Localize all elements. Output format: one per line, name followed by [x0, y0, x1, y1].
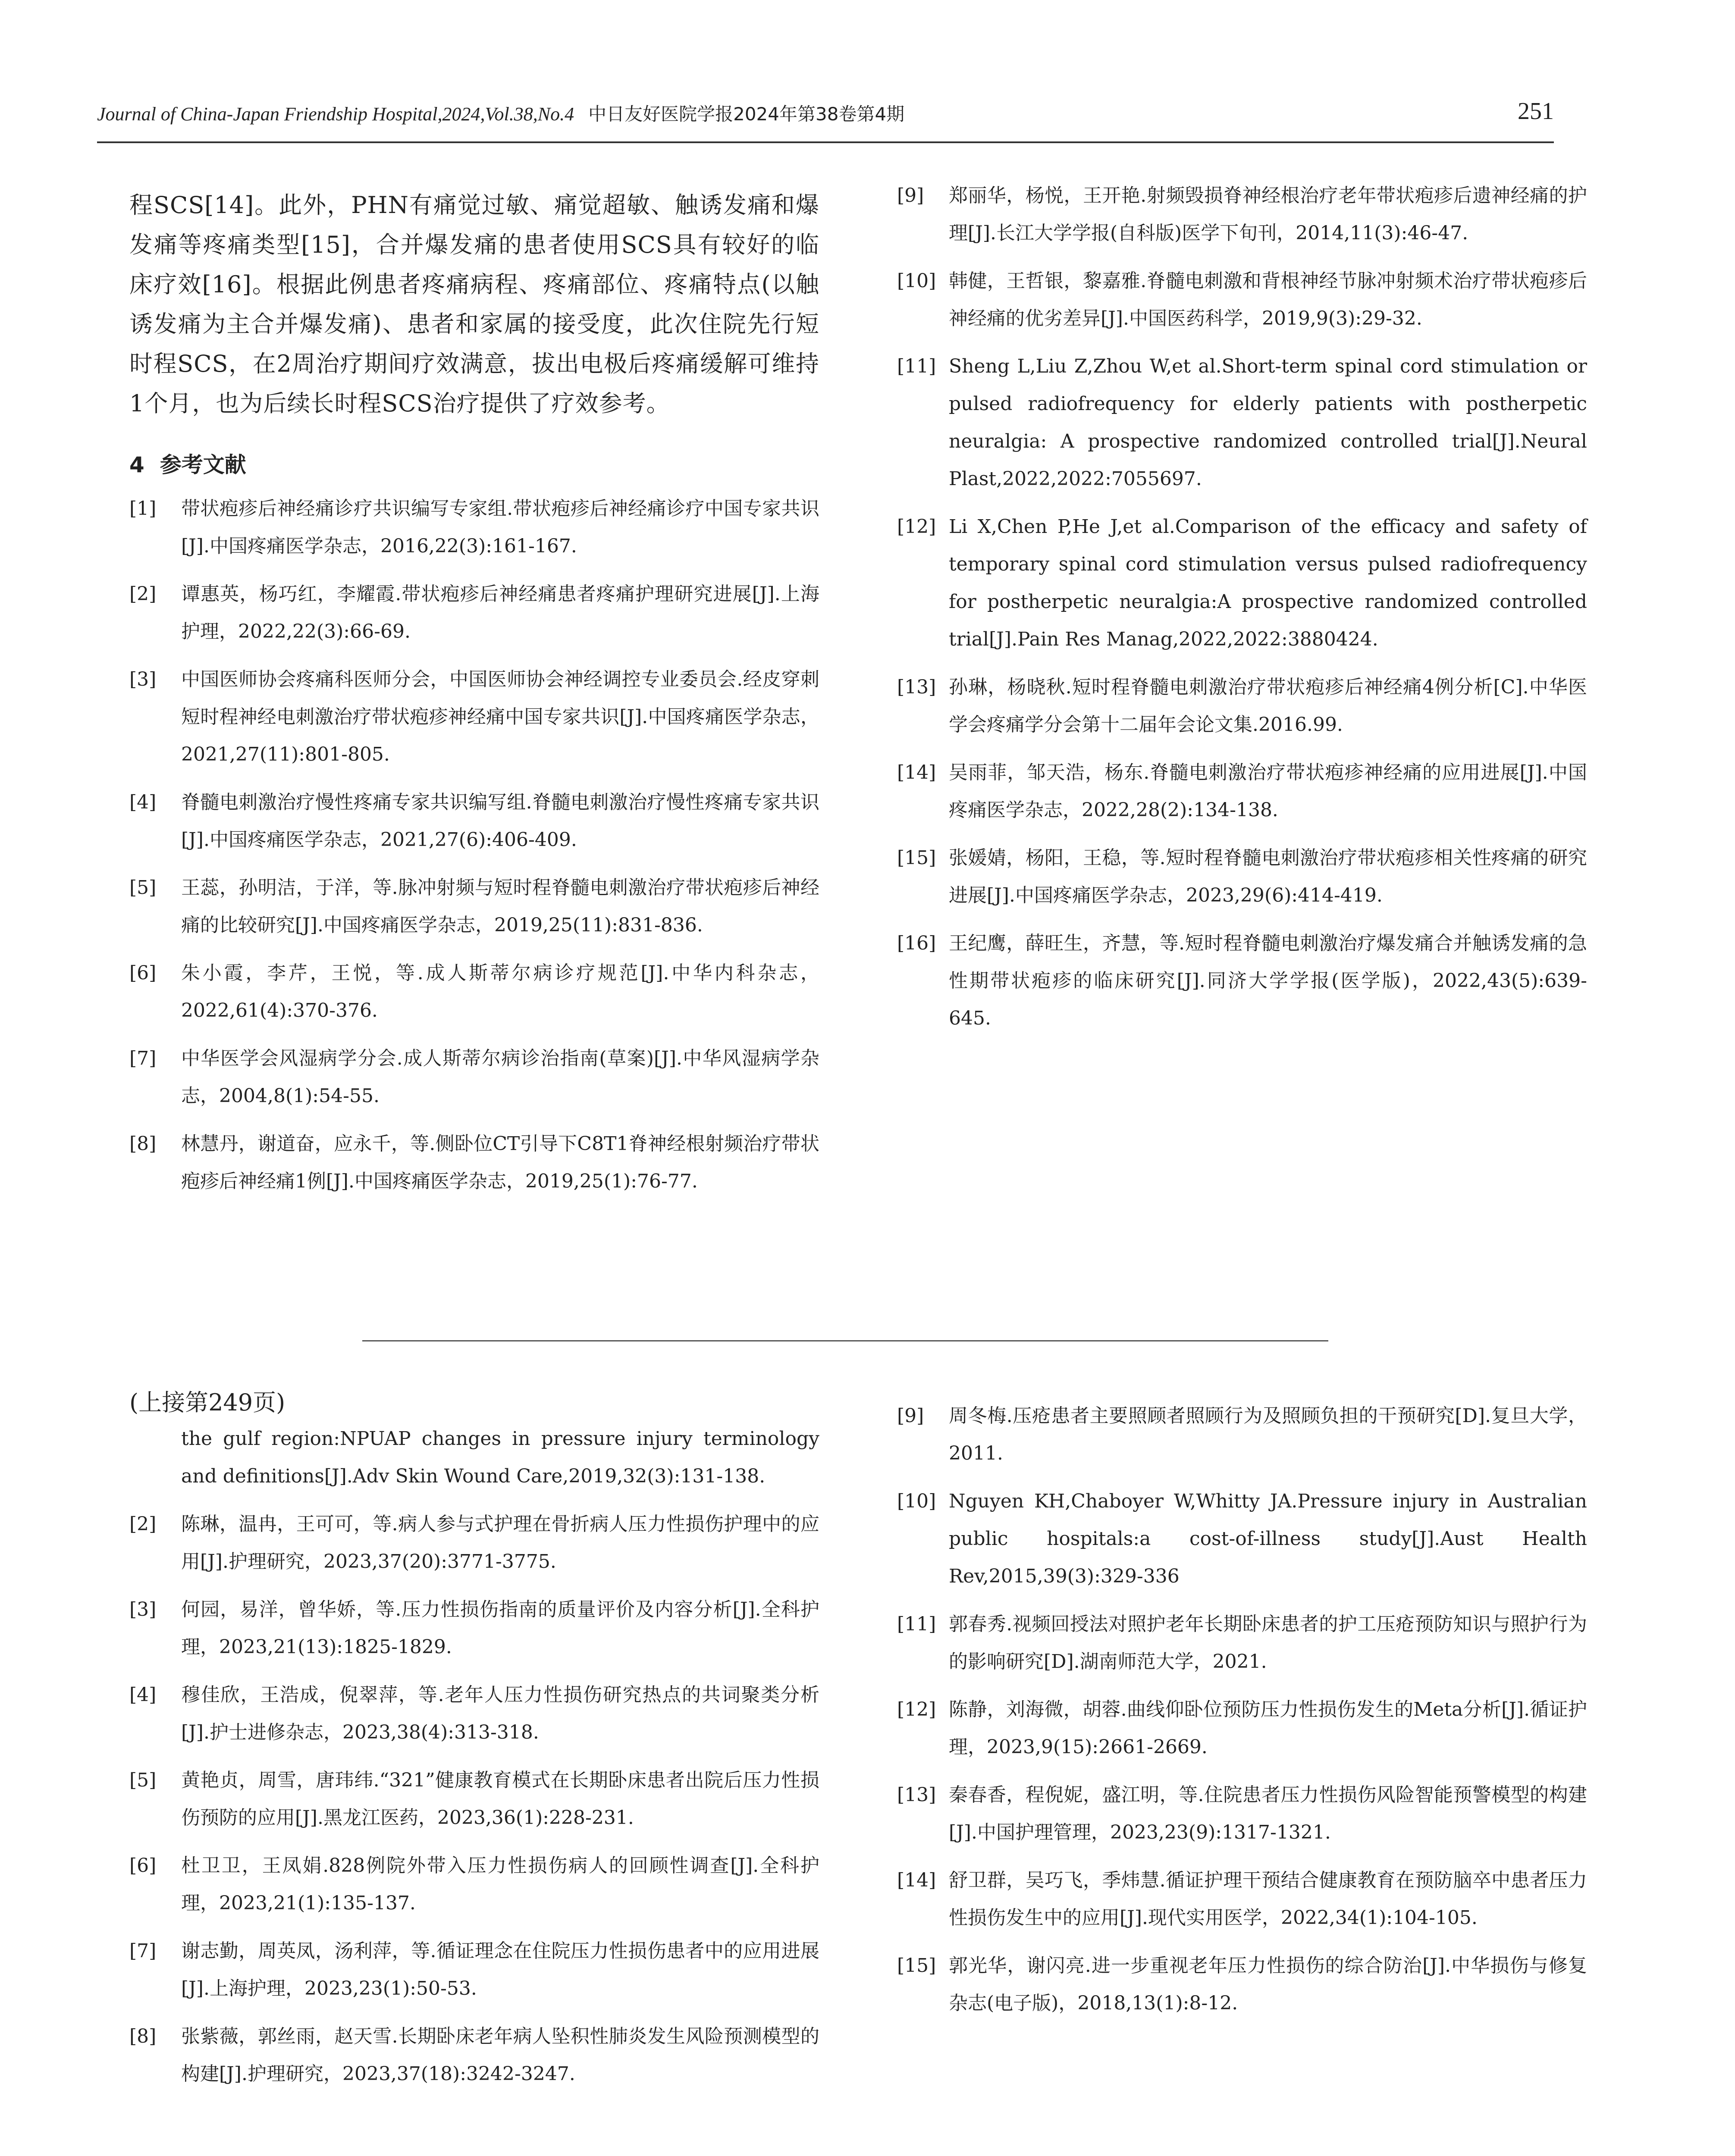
reference-item	[897, 839, 1587, 914]
section-heading	[129, 448, 819, 479]
header-rule	[97, 141, 1554, 143]
reference-item	[897, 1605, 1587, 1680]
section-divider	[362, 1340, 1328, 1341]
reference-list-bottom-right	[897, 1397, 1587, 2022]
reference-item	[897, 177, 1587, 252]
reference-index: [8]	[129, 1133, 157, 1155]
reference-index: [6]	[129, 1855, 157, 1877]
reference-index: [7]	[129, 1047, 157, 1069]
reference-list-top-left	[129, 490, 819, 1200]
reference-item	[897, 1691, 1587, 1766]
reference-text: 林慧丹，谢道奋，应永千，等.侧卧位CT引导下C8T1脊神经根射频治疗带状疱疹后神经痛1例[J].中国疼痛医学杂志，2019,25(1):76-77.	[181, 1133, 819, 1192]
reference-item	[897, 1776, 1587, 1851]
reference-index: [9]	[897, 1405, 924, 1427]
reference-item	[129, 575, 819, 650]
running-header	[97, 100, 1477, 126]
reference-item	[129, 1847, 819, 1922]
reference-item	[897, 1482, 1587, 1595]
top-right-column	[897, 177, 1587, 1047]
reference-text: Sheng L,Liu Z,Zhou W,et al.Short-term spinal cord stimulation or pulsed radiofrequency for elderly patients with postherpetic neuralgia: A prospective randomized controlled trial[J].Neural Plast,2022,2022:7055697.	[949, 355, 1587, 490]
reference-item	[897, 1861, 1587, 1937]
reference-text: 周冬梅.压疮患者主要照顾者照顾行为及照顾负担的干预研究[D].复旦大学，2011.	[949, 1405, 1587, 1464]
reference-item	[129, 661, 819, 773]
reference-index: [3]	[129, 668, 157, 690]
reference-index: [9]	[897, 185, 924, 207]
bottom-left-column	[129, 1384, 819, 2103]
reference-item	[129, 1125, 819, 1200]
reference-index: [11]	[897, 355, 936, 377]
reference-text: 王纪鹰，薛旺生，齐慧，等.短时程脊髓电刺激治疗爆发痛合并触诱发痛的急性期带状疱疹的临床研究[J].同济大学学报(医学版)，2022,43(5):639-645.	[949, 932, 1587, 1029]
reference-index: [2]	[129, 1513, 157, 1535]
page-number: 251	[1518, 98, 1554, 125]
reference-item	[897, 668, 1587, 743]
reference-item	[129, 490, 819, 565]
reference-index: [5]	[129, 877, 157, 899]
reference-index: [15]	[897, 1955, 936, 1977]
reference-text: 谭惠英，杨巧红，李耀霞.带状疱疹后神经痛患者疼痛护理研究进展[J].上海护理，2022,22(3):66-69.	[181, 583, 819, 642]
reference-item	[897, 348, 1587, 498]
reference-index: [10]	[897, 1490, 936, 1512]
reference-text: 谢志勤，周英凤，汤利萍，等.循证理念在住院压力性损伤患者中的应用进展[J].上海护理，2023,23(1):50-53.	[181, 1940, 819, 1999]
reference-text: 穆佳欣，王浩成，倪翠萍，等.老年人压力性损伤研究热点的共词聚类分析[J].护士进修杂志，2023,38(4):313-318.	[181, 1684, 819, 1743]
bottom-right-column	[897, 1397, 1587, 2032]
reference-text: 郭光华，谢闪亮.进一步重视老年压力性损伤的综合防治[J].中华损伤与修复杂志(电子版)，2018,13(1):8-12.	[949, 1955, 1587, 2014]
reference-text: 何园，易洋，曾华娇，等.压力性损伤指南的质量评价及内容分析[J].全科护理，2023,21(13):1825-1829.	[181, 1598, 819, 1658]
reference-item	[129, 1761, 819, 1836]
reference-text: 张媛婧，杨阳，王稳，等.短时程脊髓电刺激治疗带状疱疹相关性疼痛的研究进展[J].中国疼痛医学杂志，2023,29(6):414-419.	[949, 847, 1587, 906]
reference-index: [7]	[129, 1940, 157, 1962]
continued-reference-text: the gulf region:NPUAP changes in pressure injury terminology and definitions[J].Adv Skin Wound Care,2019,32(3):131-138.	[181, 1428, 819, 1487]
reference-item	[129, 1505, 819, 1580]
reference-index: [10]	[897, 270, 936, 292]
reference-index: [4]	[129, 791, 157, 813]
reference-index: [16]	[897, 932, 936, 954]
reference-item	[129, 1932, 819, 2007]
reference-text: 张紫薇，郭丝雨，赵天雪.长期卧床老年病人坠积性肺炎发生风险预测模型的构建[J].护理研究，2023,37(18):3242-3247.	[181, 2025, 819, 2085]
journal-title-en: Journal of China-Japan Friendship Hospital,2024,Vol.38,No.4	[97, 103, 574, 125]
reference-text: 王蕊，孙明洁，于洋，等.脉冲射频与短时程脊髓电刺激治疗带状疱疹后神经痛的比较研究[J].中国疼痛医学杂志，2019,25(11):831-836.	[181, 877, 819, 936]
reference-item	[129, 1591, 819, 1666]
reference-index: [13]	[897, 676, 936, 698]
reference-text: 孙琳，杨晓秋.短时程脊髓电刺激治疗带状疱疹后神经痛4例分析[C].中华医学会疼痛学分会第十二届年会论文集.2016.99.	[949, 676, 1587, 736]
body-paragraph: 程SCS[14]。此外，PHN有痛觉过敏、痛觉超敏、触诱发痛和爆发痛等疼痛类型[15]，合并爆发痛的患者使用SCS具有较好的临床疗效[16]。根据此例患者疼痛病程、疼痛部位、疼痛特点(以触诱发痛为主合并爆发痛)、患者和家属的接受度，此次住院先行短时程SCS，在2周治疗期间疗效满意，拔出电极后疼痛缓解可维持1个月，也为后续长时程SCS治疗提供了疗效参考。	[129, 191, 819, 417]
reference-index: [15]	[897, 847, 936, 869]
reference-text: 郑丽华，杨悦，王开艳.射频毁损脊神经根治疗老年带状疱疹后遗神经痛的护理[J].长江大学学报(自科版)医学下旬刊，2014,11(3):46-47.	[949, 185, 1587, 244]
reference-text: 陈静，刘海微，胡蓉.曲线仰卧位预防压力性损伤发生的Meta分析[J].循证护理，2023,9(15):2661-2669.	[949, 1698, 1587, 1758]
reference-text: Nguyen KH,Chaboyer W,Whitty JA.Pressure injury in Australian public hospitals:a cost-of-illness study[J].Aust Health Rev,2015,39(3):329-336	[949, 1490, 1587, 1587]
reference-index: [12]	[897, 516, 936, 538]
reference-index: [2]	[129, 583, 157, 605]
section-title: 参考文献	[160, 452, 246, 477]
reference-item	[129, 954, 819, 1029]
reference-text: 舒卫群，吴巧飞，季炜慧.循证护理干预结合健康教育在预防脑卒中患者压力性损伤发生中的应用[J].现代实用医学，2022,34(1):104-105.	[949, 1869, 1587, 1929]
reference-item	[129, 1040, 819, 1115]
reference-item	[129, 1676, 819, 1751]
reference-item	[129, 869, 819, 944]
reference-text: 中华医学会风湿病学分会.成人斯蒂尔病诊治指南(草案)[J].中华风湿病学杂志，2004,8(1):54-55.	[181, 1047, 819, 1107]
reference-text: 脊髓电刺激治疗慢性疼痛专家共识编写组.脊髓电刺激治疗慢性疼痛专家共识[J].中国疼痛医学杂志，2021,27(6):406-409.	[181, 791, 819, 851]
top-left-column	[129, 177, 819, 1210]
reference-text: 吴雨菲，邹天浩，杨东.脊髓电刺激治疗带状疱疹神经痛的应用进展[J].中国疼痛医学杂志，2022,28(2):134-138.	[949, 761, 1587, 821]
reference-item	[897, 924, 1587, 1037]
continued-marker: (上接第249页)	[129, 1389, 286, 1416]
reference-item	[897, 1397, 1587, 1472]
reference-index: [8]	[129, 2025, 157, 2047]
reference-text: 韩健，王哲银，黎嘉雅.脊髓电刺激和背根神经节脉冲射频术治疗带状疱疹后神经痛的优劣差异[J].中国医药科学，2019,9(3):29-32.	[949, 270, 1587, 329]
reference-text: 黄艳贞，周雪，唐玮纬.“321”健康教育模式在长期卧床患者出院后压力性损伤预防的应用[J].黑龙江医药，2023,36(1):228-231.	[181, 1769, 819, 1829]
reference-index: [4]	[129, 1684, 157, 1706]
reference-index: [14]	[897, 1869, 936, 1891]
reference-list-bottom-left	[129, 1505, 819, 2093]
reference-text: 朱小霞，李芹，王悦，等.成人斯蒂尔病诊疗规范[J].中华内科杂志，2022,61(4):370-376.	[181, 962, 819, 1022]
reference-index: [13]	[897, 1784, 936, 1806]
reference-item	[129, 2018, 819, 2093]
reference-item	[897, 754, 1587, 829]
section-number: 4	[129, 452, 144, 477]
reference-item	[897, 1947, 1587, 2022]
reference-item	[129, 783, 819, 859]
reference-item	[897, 508, 1587, 658]
reference-index: [3]	[129, 1598, 157, 1620]
reference-index: [5]	[129, 1769, 157, 1791]
reference-text: 秦春香，程倪妮，盛江明，等.住院患者压力性损伤风险智能预警模型的构建[J].中国护理管理，2023,23(9):1317-1321.	[949, 1784, 1587, 1843]
reference-text: 带状疱疹后神经痛诊疗共识编写专家组.带状疱疹后神经痛诊疗中国专家共识[J].中国疼痛医学杂志，2016,22(3):161-167.	[181, 498, 819, 557]
reference-text: 杜卫卫，王凤娟.828例院外带入压力性损伤病人的回顾性调查[J].全科护理，2023,21(1):135-137.	[181, 1855, 819, 1914]
reference-item	[897, 262, 1587, 337]
reference-index: [6]	[129, 962, 157, 984]
reference-text: Li X,Chen P,He J,et al.Comparison of the efficacy and safety of temporary spinal cord stimulation versus pulsed radiofrequency for postherpetic neuralgia:A prospective randomized controlled trial[J].Pain Res Manag,2022,2022:3880424.	[949, 516, 1587, 650]
reference-text: 中国医师协会疼痛科医师分会，中国医师协会神经调控专业委员会.经皮穿刺短时程神经电刺激治疗带状疱疹神经痛中国专家共识[J].中国疼痛医学杂志，2021,27(11):801-805.	[181, 668, 819, 765]
reference-index: [14]	[897, 761, 936, 783]
reference-index: [1]	[129, 498, 157, 520]
reference-index: [12]	[897, 1698, 936, 1720]
reference-text: 郭春秀.视频回授法对照护老年长期卧床患者的护工压疮预防知识与照护行为的影响研究[D].湖南师范大学，2021.	[949, 1613, 1587, 1673]
reference-list-top-right	[897, 177, 1587, 1037]
reference-index: [11]	[897, 1613, 936, 1635]
journal-title-cn: 中日友好医院学报2024年第38卷第4期	[588, 103, 905, 125]
reference-text: 陈琳，温冉，王可可，等.病人参与式护理在骨折病人压力性损伤护理中的应用[J].护理研究，2023,37(20):3771-3775.	[181, 1513, 819, 1573]
